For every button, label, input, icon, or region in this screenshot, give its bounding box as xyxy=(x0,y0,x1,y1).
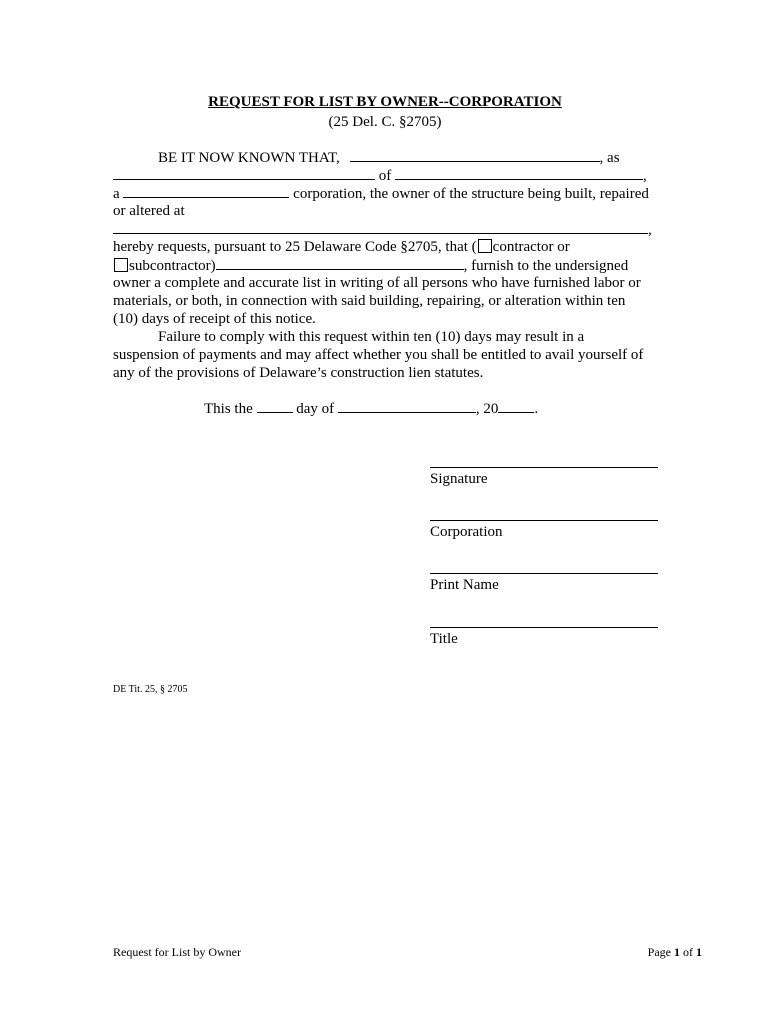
owner-name-blank[interactable] xyxy=(350,148,600,162)
corporation-owner-text: corporation, the owner of the structure being built, repaired xyxy=(293,186,649,202)
known-that-text: BE IT NOW KNOWN THAT, xyxy=(158,150,340,166)
month-blank[interactable] xyxy=(338,399,476,413)
owner-of-blank[interactable] xyxy=(395,166,643,180)
year-prefix-text: , 20 xyxy=(475,401,499,417)
day-of-text: day of xyxy=(296,401,335,417)
contractor-label: contractor or xyxy=(492,239,570,255)
as-text: , as xyxy=(599,150,620,166)
line-corporation xyxy=(113,184,649,203)
body-line: owner a complete and accurate list in writing of all persons who have furnished labor or xyxy=(113,275,641,291)
altered-at-text: or altered at xyxy=(113,203,185,219)
body-line: any of the provisions of Delaware’s construction lien statutes. xyxy=(113,365,484,381)
this-the-text: This the xyxy=(204,401,253,417)
footer-title: Request for List by Owner xyxy=(113,945,241,959)
furnish-text: , furnish to the undersigned xyxy=(463,258,629,274)
statute-reference: DE Tit. 25, § 2705 xyxy=(113,684,188,695)
year-blank[interactable] xyxy=(498,399,534,413)
line-known-that xyxy=(158,148,620,167)
line-requests xyxy=(113,238,570,256)
page-number xyxy=(648,945,702,960)
title-line[interactable] xyxy=(430,627,658,628)
contractor-checkbox[interactable] xyxy=(478,239,492,253)
signature-line[interactable] xyxy=(430,467,658,468)
line-of xyxy=(113,166,647,185)
subcontractor-checkbox[interactable] xyxy=(114,258,128,272)
owner-title-blank[interactable] xyxy=(113,166,375,180)
state-blank[interactable] xyxy=(123,184,289,198)
body-line: suspension of payments and may affect whether you shall be entitled to avail yourself of xyxy=(113,347,644,363)
title-label: Title xyxy=(430,631,458,647)
body-line: Failure to comply with this request within ten (10) days may result in a xyxy=(158,329,585,345)
body-line: (10) days of receipt of this notice. xyxy=(113,311,316,327)
period-text: . xyxy=(534,401,539,417)
date-line xyxy=(204,399,538,418)
line-address xyxy=(113,220,652,239)
signature-label: Signature xyxy=(430,471,488,487)
statute-citation: (25 Del. C. §2705) xyxy=(328,114,442,130)
print-name-line[interactable] xyxy=(430,573,658,574)
subcontractor-label: subcontractor) xyxy=(129,258,216,274)
body-line: materials, or both, in connection with said building, repairing, or alteration within ten xyxy=(113,293,626,309)
requests-text: hereby requests, pursuant to 25 Delaware Code §2705, that ( xyxy=(113,239,477,255)
a-text: a xyxy=(113,186,120,202)
comma-text: , xyxy=(643,168,647,184)
of-text: of xyxy=(378,168,392,184)
comma-text: , xyxy=(648,222,652,238)
contractor-name-blank[interactable] xyxy=(216,256,464,270)
corporation-label: Corporation xyxy=(430,524,503,540)
page-of: of xyxy=(680,945,696,959)
day-blank[interactable] xyxy=(257,399,293,413)
line-subcontractor xyxy=(113,256,628,275)
address-blank[interactable] xyxy=(113,220,648,234)
print-name-label: Print Name xyxy=(430,577,499,593)
current-page: 1 xyxy=(674,945,680,959)
document-title: REQUEST FOR LIST BY OWNER--CORPORATION xyxy=(208,94,562,110)
page-prefix: Page xyxy=(647,945,674,959)
total-pages: 1 xyxy=(696,945,702,959)
corporation-line[interactable] xyxy=(430,520,658,521)
